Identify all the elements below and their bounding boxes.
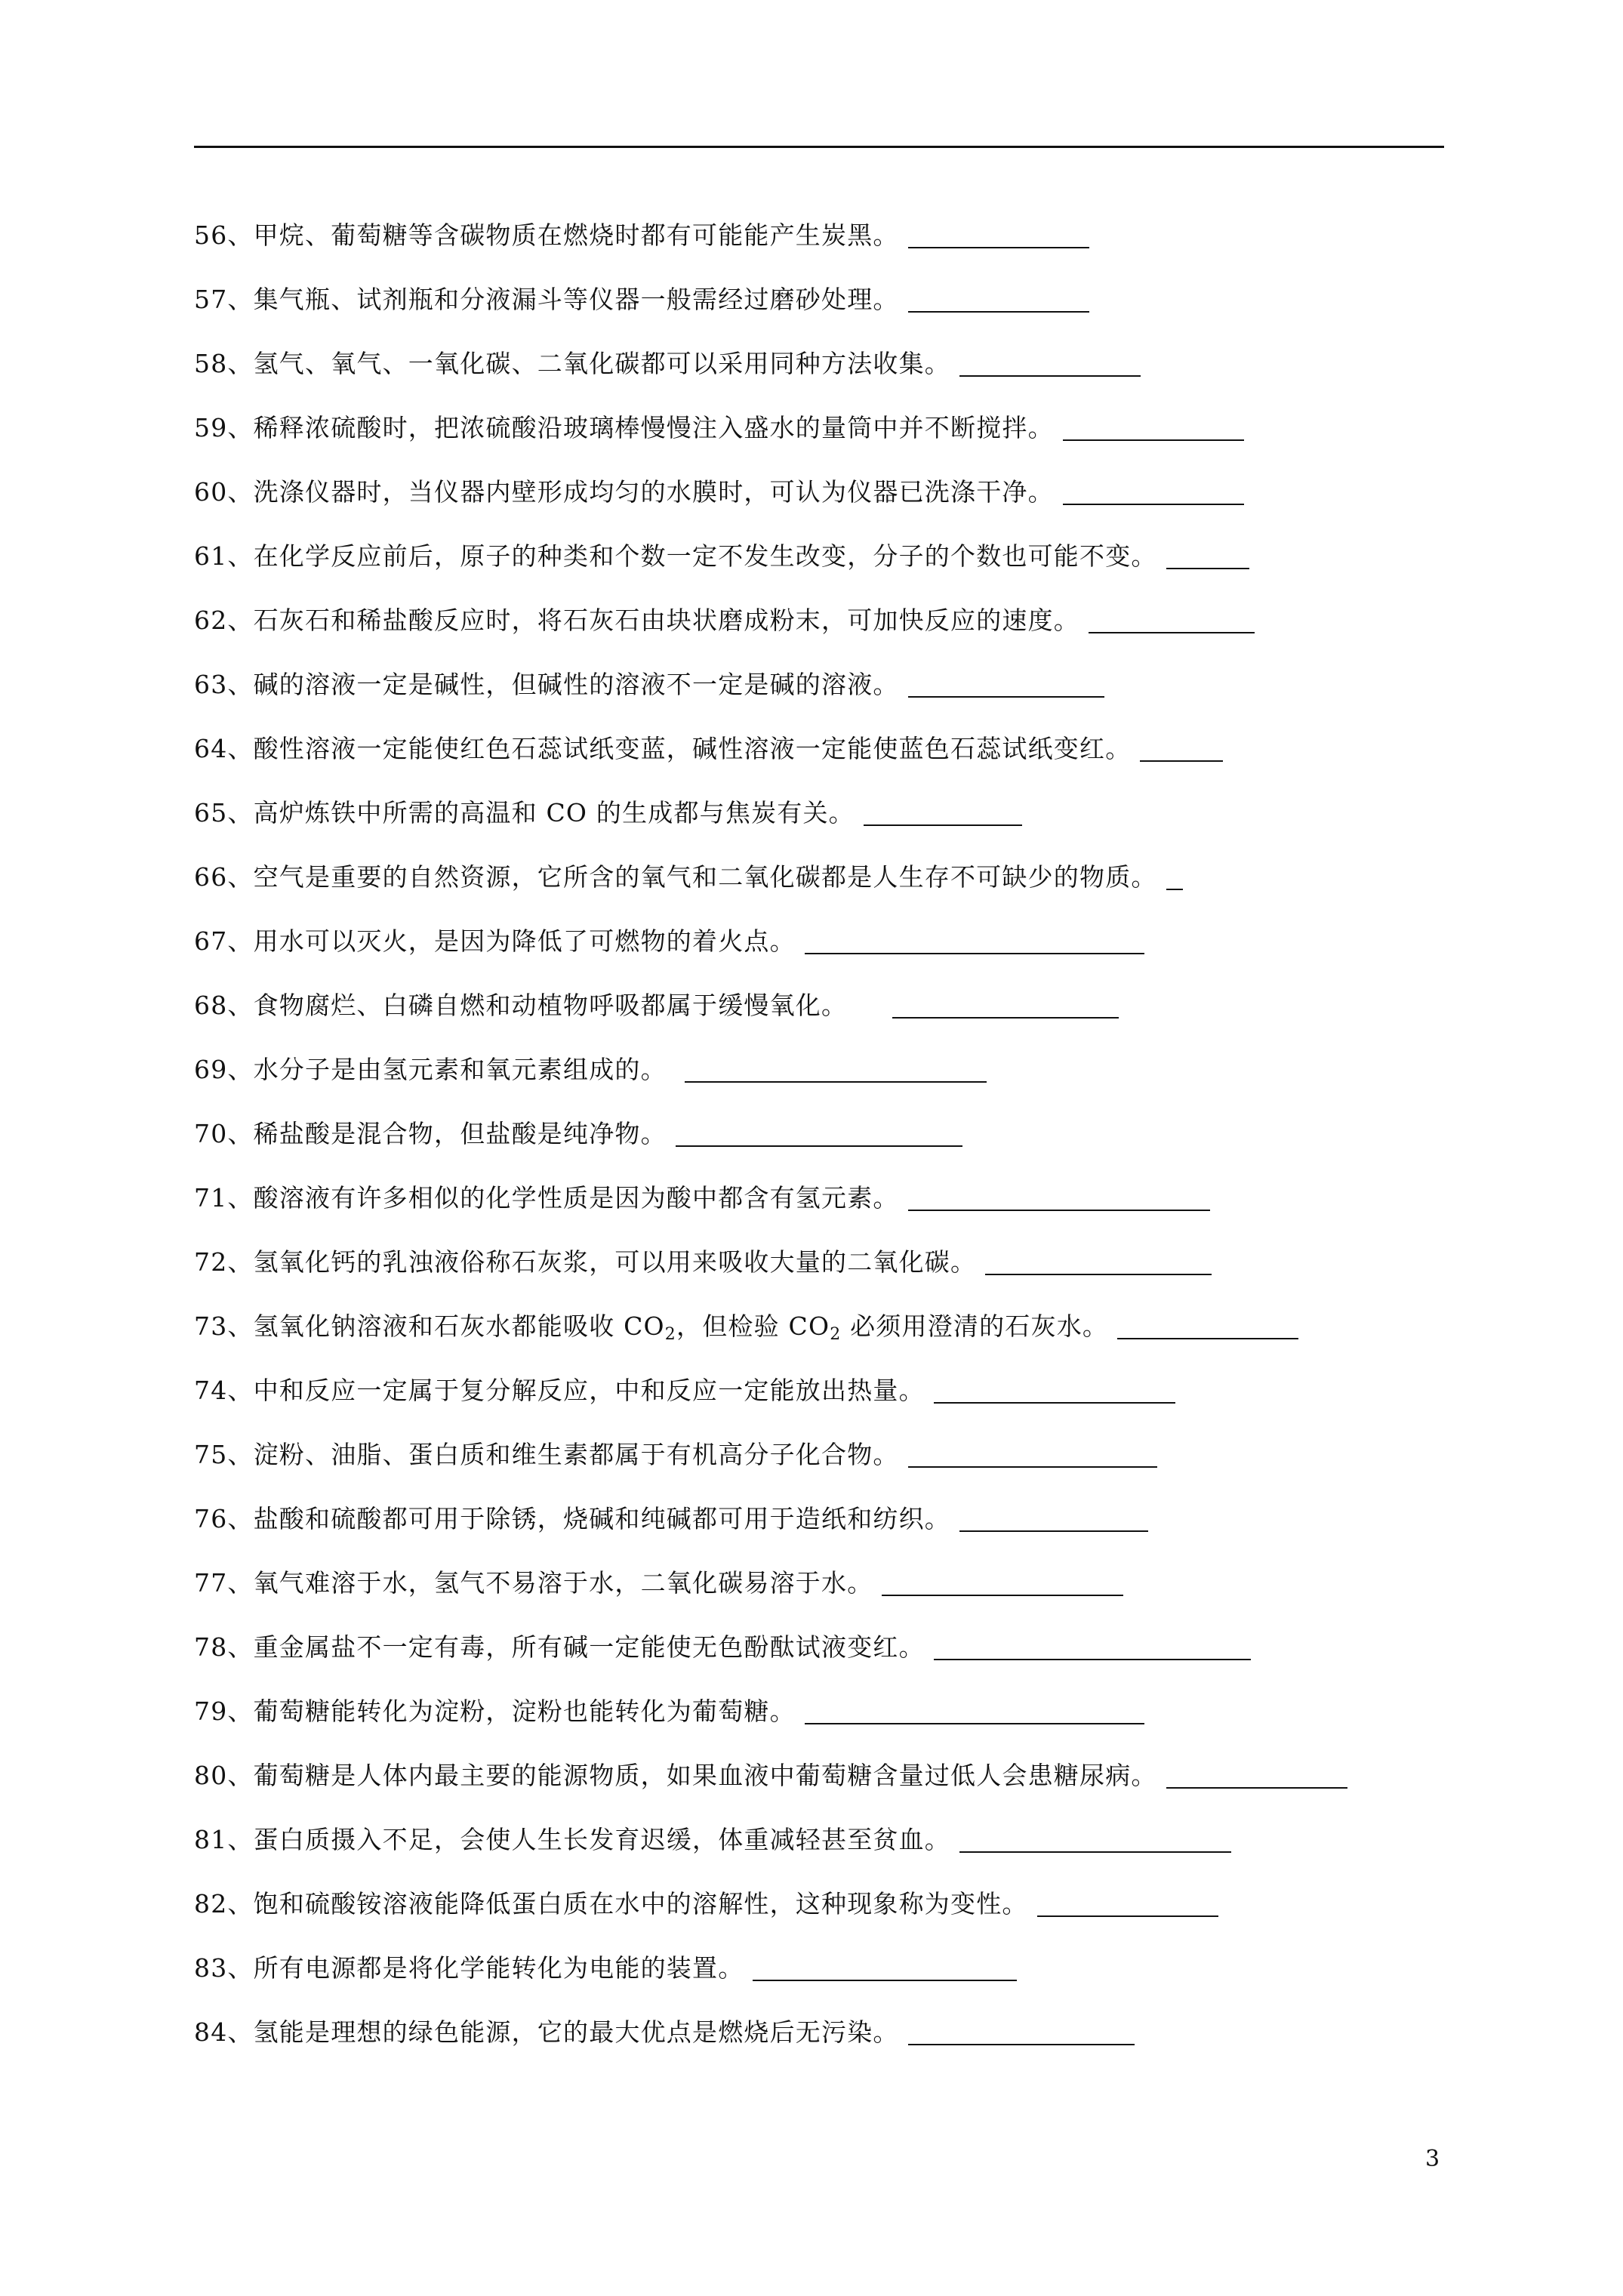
question-text: 64、酸性溶液一定能使红色石蕊试纸变蓝，碱性溶液一定能使蓝色石蕊试纸变红。 <box>194 734 1132 763</box>
answer-blank[interactable] <box>908 1436 1157 1468</box>
answer-blank[interactable] <box>892 987 1119 1019</box>
answer-blank[interactable] <box>1063 473 1244 505</box>
question-75 <box>194 1436 1477 1500</box>
question-text: 62、石灰石和稀盐酸反应时，将石灰石由块状磨成粉末，可加快反应的速度。 <box>194 606 1079 635</box>
question-77 <box>194 1564 1477 1629</box>
question-text: 60、洗涤仪器时，当仪器内壁形成均匀的水膜时，可认为仪器已洗涤干净。 <box>194 477 1054 507</box>
question-57 <box>194 281 1477 345</box>
answer-blank[interactable] <box>1063 409 1244 441</box>
answer-blank[interactable] <box>1166 538 1249 569</box>
question-text: 61、在化学反应前后，原子的种类和个数一定不发生改变，分子的个数也可能不变。 <box>194 541 1157 571</box>
answer-blank[interactable] <box>908 281 1089 313</box>
question-65 <box>194 794 1477 858</box>
question-79 <box>194 1693 1477 1757</box>
question-67 <box>194 923 1477 987</box>
question-text: 75、淀粉、油脂、蛋白质和维生素都属于有机高分子化合物。 <box>194 1440 899 1469</box>
answer-blank[interactable] <box>934 1629 1251 1660</box>
answer-blank[interactable] <box>908 217 1089 248</box>
question-text: 66、空气是重要的自然资源，它所含的氧气和二氧化碳都是人生存不可缺少的物质。 <box>194 862 1157 892</box>
answer-blank[interactable] <box>959 1821 1231 1853</box>
answer-blank[interactable] <box>908 666 1104 698</box>
answer-blank[interactable] <box>882 1564 1123 1596</box>
question-text: 79、葡萄糖能转化为淀粉，淀粉也能转化为葡萄糖。 <box>194 1697 796 1726</box>
answer-blank[interactable] <box>1166 1757 1347 1789</box>
question-text: 83、所有电源都是将化学能转化为电能的装置。 <box>194 1953 744 1983</box>
question-68 <box>194 987 1477 1051</box>
answer-blank[interactable] <box>805 1693 1144 1724</box>
answer-blank[interactable] <box>1140 730 1223 762</box>
answer-blank[interactable] <box>908 2014 1135 2045</box>
question-71 <box>194 1179 1477 1244</box>
question-text: 71、酸溶液有许多相似的化学性质是因为酸中都含有氢元素。 <box>194 1183 899 1213</box>
answer-blank[interactable] <box>1117 1308 1298 1339</box>
question-text: 59、稀释浓硫酸时，把浓硫酸沿玻璃棒慢慢注入盛水的量筒中并不断搅拌。 <box>194 413 1054 442</box>
question-text: 70、稀盐酸是混合物，但盐酸是纯净物。 <box>194 1119 667 1148</box>
question-73 <box>194 1308 1477 1372</box>
answer-blank[interactable] <box>959 345 1141 377</box>
question-76 <box>194 1500 1477 1564</box>
question-text: 81、蛋白质摄入不足，会使人生长发育迟缓，体重减轻甚至贫血。 <box>194 1825 950 1854</box>
question-text: 67、用水可以灭火，是因为降低了可燃物的着火点。 <box>194 926 796 956</box>
question-62 <box>194 602 1477 666</box>
answer-blank[interactable] <box>1037 1885 1218 1917</box>
page-number: 3 <box>1425 2146 1440 2172</box>
question-text: 57、集气瓶、试剂瓶和分液漏斗等仪器一般需经过磨砂处理。 <box>194 285 899 314</box>
question-text: 68、食物腐烂、白磷自燃和动植物呼吸都属于缓慢氧化。 <box>194 991 848 1020</box>
answer-blank[interactable] <box>985 1244 1212 1275</box>
question-text: 73、氢氧化钠溶液和石灰水都能吸收 $CO_2$，但检验 $CO_2$ 必须用澄清的石灰水。 <box>194 1311 1109 1344</box>
question-text: 63、碱的溶液一定是碱性，但碱性的溶液不一定是碱的溶液。 <box>194 670 899 699</box>
answer-blank[interactable] <box>959 1500 1148 1532</box>
question-70 <box>194 1115 1477 1179</box>
question-list <box>194 217 1477 2078</box>
question-69 <box>194 1051 1477 1115</box>
question-text: 82、饱和硫酸铵溶液能降低蛋白质在水中的溶解性，这种现象称为变性。 <box>194 1889 1028 1918</box>
question-82 <box>194 1885 1477 1949</box>
question-56 <box>194 217 1477 281</box>
question-74 <box>194 1372 1477 1436</box>
question-84 <box>194 2014 1477 2078</box>
header-rule <box>194 146 1444 148</box>
question-63 <box>194 666 1477 730</box>
question-text: 77、氧气难溶于水，氢气不易溶于水，二氧化碳易溶于水。 <box>194 1568 873 1598</box>
question-text: 65、高炉炼铁中所需的高温和 CO 的生成都与焦炭有关。 <box>194 798 855 827</box>
question-60 <box>194 473 1477 538</box>
question-text: 80、葡萄糖是人体内最主要的能源物质，如果血液中葡萄糖含量过低人会患糖尿病。 <box>194 1761 1157 1790</box>
question-text: 69、水分子是由氢元素和氧元素组成的。 <box>194 1055 667 1084</box>
answer-blank[interactable] <box>934 1372 1175 1404</box>
question-text: 56、甲烷、葡萄糖等含碳物质在燃烧时都有可能能产生炭黑。 <box>194 220 899 250</box>
question-text: 76、盐酸和硫酸都可用于除锈，烧碱和纯碱都可用于造纸和纺织。 <box>194 1504 950 1533</box>
answer-blank[interactable] <box>805 923 1144 954</box>
question-text: 58、氢气、氧气、一氧化碳、二氧化碳都可以采用同种方法收集。 <box>194 349 950 378</box>
answer-blank[interactable] <box>864 794 1022 826</box>
question-81 <box>194 1821 1477 1885</box>
question-58 <box>194 345 1477 409</box>
question-83 <box>194 1949 1477 2014</box>
answer-blank[interactable] <box>908 1179 1210 1211</box>
question-66 <box>194 858 1477 923</box>
answer-blank[interactable] <box>1166 858 1183 890</box>
question-text: 84、氢能是理想的绿色能源，它的最大优点是燃烧后无污染。 <box>194 2017 899 2047</box>
answer-blank[interactable] <box>685 1051 987 1083</box>
question-text: 74、中和反应一定属于复分解反应，中和反应一定能放出热量。 <box>194 1376 925 1405</box>
answer-blank[interactable] <box>753 1949 1017 1981</box>
question-64 <box>194 730 1477 794</box>
question-80 <box>194 1757 1477 1821</box>
question-text: 78、重金属盐不一定有毒，所有碱一定能使无色酚酞试液变红。 <box>194 1632 925 1662</box>
question-72 <box>194 1244 1477 1308</box>
question-61 <box>194 538 1477 602</box>
question-text: 72、氢氧化钙的乳浊液俗称石灰浆，可以用来吸收大量的二氧化碳。 <box>194 1247 977 1277</box>
answer-blank[interactable] <box>1089 602 1255 633</box>
answer-blank[interactable] <box>676 1115 962 1147</box>
question-59 <box>194 409 1477 473</box>
question-78 <box>194 1629 1477 1693</box>
